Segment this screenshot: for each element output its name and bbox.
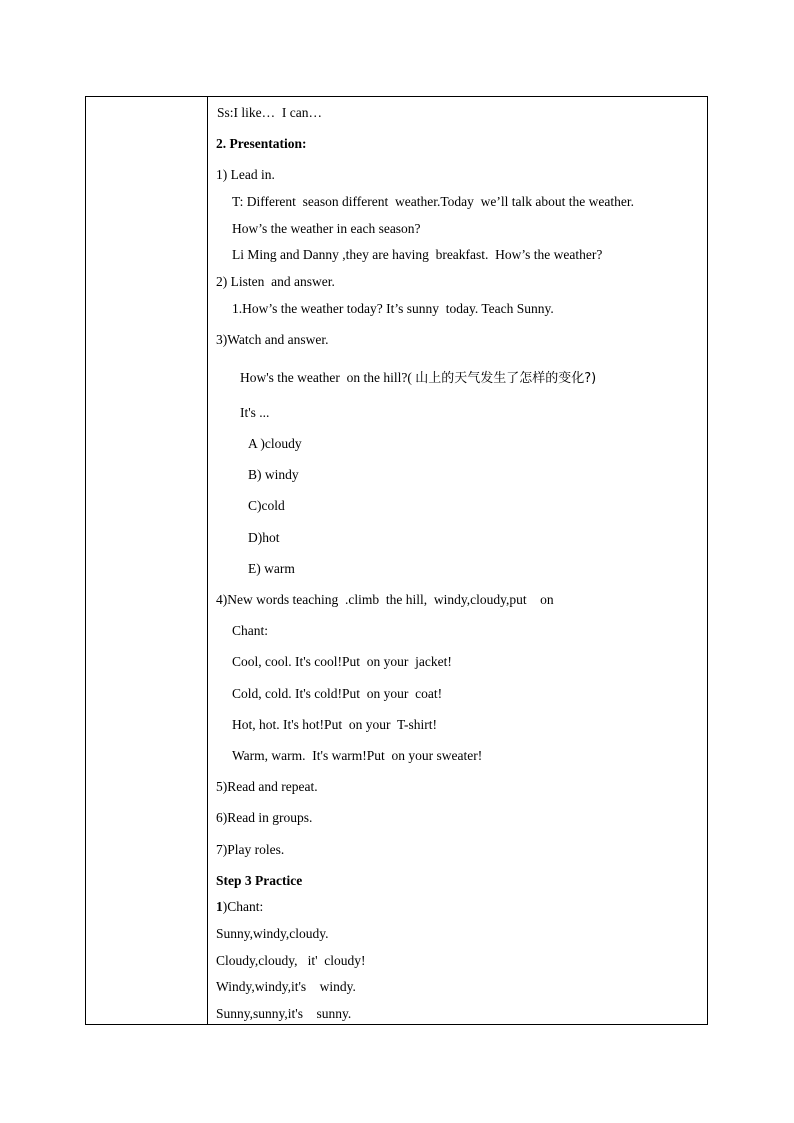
text-line: T: Different season different weather.Today we’ll talk about the weather. — [232, 194, 634, 209]
text-line: 1.How’s the weather today? It’s sunny today. Teach Sunny. — [232, 301, 554, 316]
chant-line: Cool, cool. It's cool!Put on your jacket! — [232, 654, 452, 669]
text-line — [240, 370, 596, 387]
option-item: B) windy — [248, 467, 299, 482]
question-chinese: 山上的天气发生了怎样的变化?) — [415, 371, 597, 386]
text-line: 1) Lead in. — [216, 167, 275, 182]
option-item: A )cloudy — [248, 436, 302, 451]
text-line: 7)Play roles. — [216, 842, 285, 857]
text-line: 3)Watch and answer. — [216, 332, 329, 347]
item-number: 1 — [216, 899, 223, 914]
lesson-content — [208, 97, 707, 1024]
section-heading: Step 3 Practice — [216, 873, 303, 888]
option-item: E) warm — [248, 561, 295, 576]
chant-line: Windy,windy,it's windy. — [216, 979, 356, 994]
option-item: C)cold — [248, 498, 285, 513]
chant-line: Warm, warm. It's warm!Put on your sweater! — [232, 748, 483, 763]
text-line: 6)Read in groups. — [216, 810, 313, 825]
text-line — [216, 899, 263, 915]
text-line: 2) Listen and answer. — [216, 274, 335, 289]
chant-line: Sunny,sunny,it's sunny. — [216, 1006, 352, 1021]
section-heading: 2. Presentation: — [216, 136, 307, 151]
option-item: D)hot — [248, 530, 280, 545]
chant-line: Hot, hot. It's hot!Put on your T-shirt! — [232, 717, 437, 732]
text-line: Ss:I like… I can… — [217, 105, 322, 120]
chant-line: Cold, cold. It's cold!Put on your coat! — [232, 686, 443, 701]
text-line: 4)New words teaching .climb the hill, windy,cloudy,put on — [216, 592, 554, 607]
lesson-table — [85, 96, 708, 1025]
text-line: Chant: — [232, 623, 268, 638]
item-label: )Chant: — [222, 899, 264, 914]
chant-line: Cloudy,cloudy, it' cloudy! — [216, 953, 366, 968]
text-line: 5)Read and repeat. — [216, 779, 318, 794]
text-line: Li Ming and Danny ,they are having breakfast. How’s the weather? — [232, 247, 603, 262]
question-english: How's the weather on the hill?( — [240, 370, 416, 385]
text-line: It's ... — [240, 405, 270, 420]
text-line: How’s the weather in each season? — [232, 221, 421, 236]
left-column — [86, 97, 208, 1024]
chant-line: Sunny,windy,cloudy. — [216, 926, 329, 941]
